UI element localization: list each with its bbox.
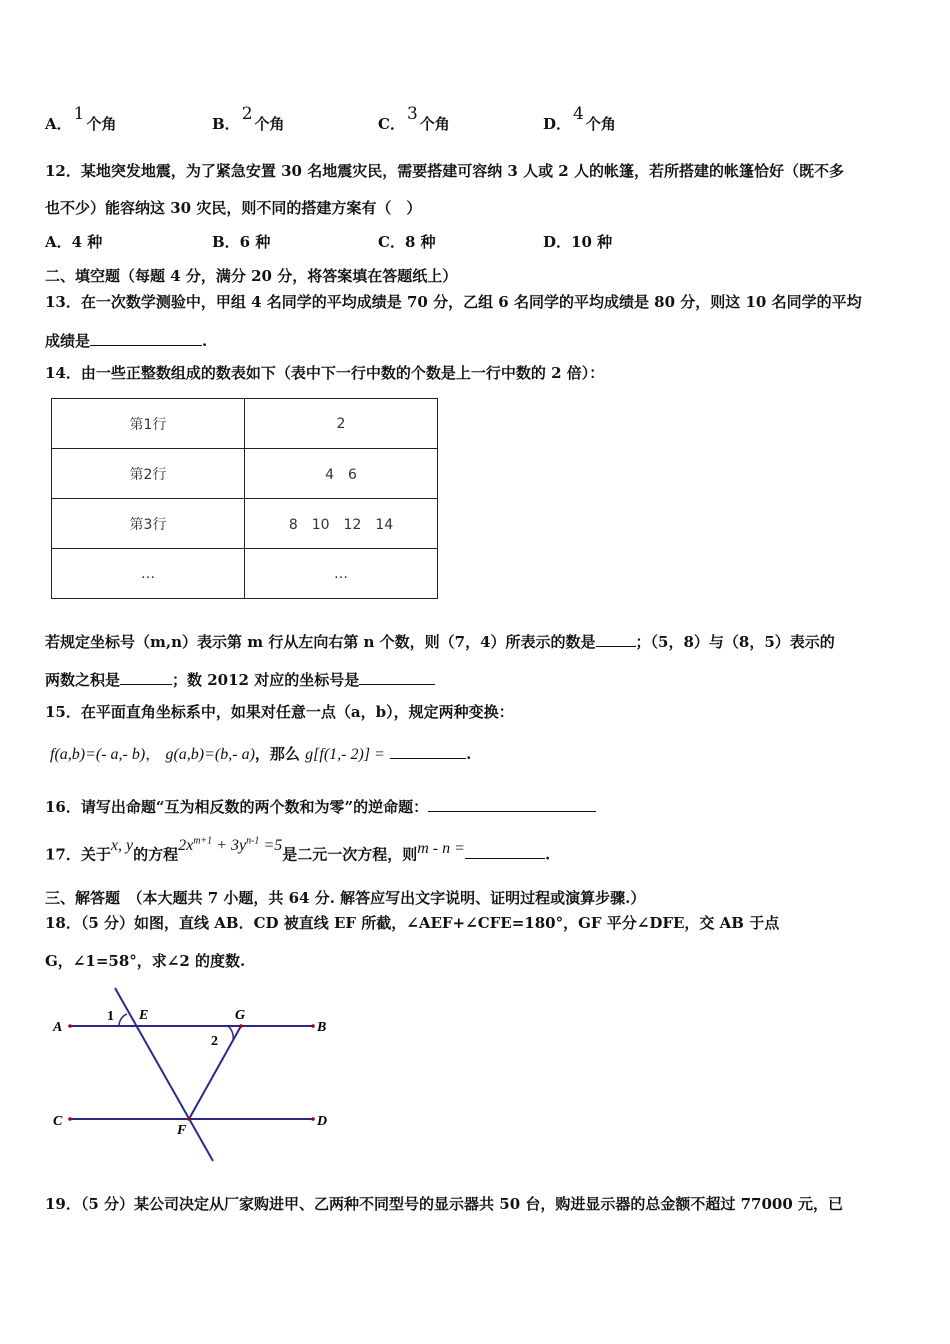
answer-blank[interactable]	[428, 795, 596, 812]
point-f	[187, 1117, 191, 1121]
table-cell: 第1行	[52, 399, 245, 449]
answer-blank[interactable]	[90, 329, 202, 346]
section-solve-heading: 三、解答题 （本大题共 7 小题，共 64 分. 解答应写出文字说明、证明过程或演算步骤.）	[45, 889, 646, 907]
q18-line1: 18．（5 分）如图，直线 AB．CD 被直线 EF 所截，∠AEF+∠CFE=180°，GF 平分∠DFE，交 AB 于点	[45, 914, 780, 932]
q13-line2: 成绩是 .	[45, 329, 207, 351]
table-cell: …	[245, 549, 438, 599]
q12-line2: 也不少）能容纳这 30 灾民，则不同的搭建方案有（ ）	[45, 199, 422, 217]
q14-line1: 若规定坐标号（m,n）表示第 m 行从左向右第 n 个数，则（7，4）所表示的数是 ；（5，8）与（8，5）表示的	[45, 630, 835, 652]
answer-blank[interactable]	[596, 630, 636, 647]
answer-blank[interactable]	[390, 742, 466, 759]
point-g	[239, 1024, 243, 1028]
table-row	[52, 449, 438, 499]
section-fill-in-heading: 二、填空题（每题 4 分，满分 20 分，将答案填在答题纸上）	[45, 267, 458, 285]
option-d: D． 4 个角	[543, 104, 616, 133]
table-cell: 第2行	[52, 449, 245, 499]
label-g: G	[235, 1008, 246, 1023]
answer-blank[interactable]	[465, 842, 545, 859]
g-definition: g(a,b)=(b,- a)	[165, 746, 255, 763]
label-f: F	[177, 1123, 187, 1138]
label-c: C	[53, 1114, 63, 1129]
q12-option-c: C．8 种	[378, 233, 436, 251]
label-a: A	[53, 1020, 63, 1035]
q16-line: 16．请写出命题“互为相反数的两个数和为零”的逆命题：	[45, 795, 596, 817]
point-d	[311, 1117, 315, 1121]
label-b: B	[317, 1020, 327, 1035]
option-b: B． 2 个角	[212, 104, 285, 133]
q15-line1: 15．在平面直角坐标系中，如果对任意一点（a，b），规定两种变换：	[45, 703, 514, 721]
q12-option-b: B．6 种	[212, 233, 271, 251]
q12-option-d: D．10 种	[543, 233, 613, 251]
table-cell: 2	[245, 399, 438, 449]
q12-line1: 12．某地突发地震，为了紧急安置 30 名地震灾民，需要搭建可容纳 3 人或 2 人的帐篷，若所搭建的帐篷恰好（既不多	[45, 162, 844, 180]
composed-expression: g[f(1,- 2)] =	[305, 746, 385, 763]
q14-line2: 两数之积是 ；数 2012 对应的坐标号是	[45, 668, 435, 690]
point-a	[68, 1024, 72, 1028]
table-cell: 第3行	[52, 499, 245, 549]
label-angle-2: 2	[211, 1034, 218, 1049]
transversal-ef	[115, 988, 213, 1161]
table-row	[52, 399, 438, 449]
option-c: C． 3 个角	[378, 104, 450, 133]
angle-1-arc	[119, 1014, 127, 1026]
q19-line1: 19．（5 分）某公司决定从厂家购进甲、乙两种不同型号的显示器共 50 台，购进显示器的总金额不超过 77000 元，已	[45, 1195, 843, 1213]
equation: $2x^{m+1} + 3y^{n-1} =5$	[178, 836, 283, 855]
answer-blank[interactable]	[120, 668, 172, 685]
q15-line2: f(a,b)=(- a,- b)， g(a,b)=(b,- a)，那么 g[f(1,- 2)] = .	[50, 742, 471, 765]
point-c	[68, 1117, 72, 1121]
label-d: D	[317, 1114, 328, 1129]
label-angle-1: 1	[107, 1009, 114, 1024]
point-b	[311, 1024, 315, 1028]
geometry-figure	[45, 985, 345, 1165]
q12-option-a: A．4 种	[45, 233, 103, 251]
table-cell: 4 6	[245, 449, 438, 499]
table-cell: …	[52, 549, 245, 599]
table-cell: 8 10 12 14	[245, 499, 438, 549]
angle-2-arc	[228, 1026, 233, 1040]
number-table	[51, 398, 438, 599]
q14-intro: 14．由一些正整数组成的数表如下（表中下一行中数的个数是上一行中数的 2 倍）：	[45, 364, 605, 382]
table-row	[52, 499, 438, 549]
f-definition: f(a,b)=(- a,- b)	[50, 746, 146, 763]
table-row	[52, 549, 438, 599]
answer-blank[interactable]	[359, 668, 435, 685]
q13-line1: 13．在一次数学测验中，甲组 4 名同学的平均成绩是 70 分，乙组 6 名同学的平均成绩是 80 分，则这 10 名同学的平均	[45, 293, 862, 311]
label-e: E	[139, 1008, 149, 1023]
option-a: A． 1 个角	[45, 104, 117, 133]
q17-line: 17．关于x, y的方程$2x^{m+1} + 3y^{n-1} =5$是二元一次方程，则m - n = .	[45, 836, 551, 864]
q18-line2: G，∠1=58°，求∠2 的度数.	[45, 952, 246, 970]
